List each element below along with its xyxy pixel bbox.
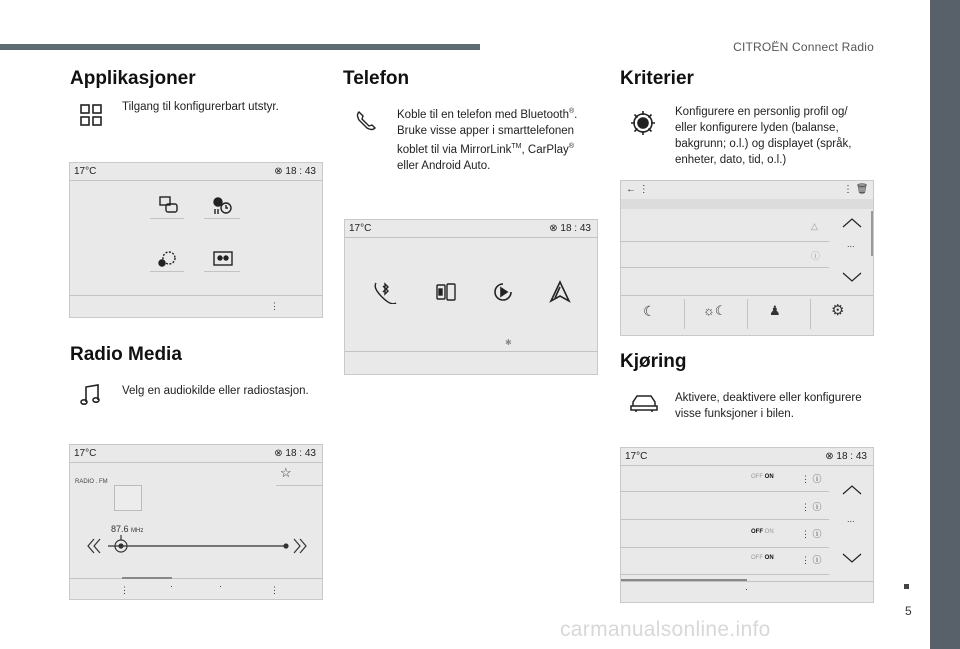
toggle-off[interactable]: OFF ON xyxy=(751,529,774,535)
applikasjoner-title: Applikasjoner xyxy=(70,68,196,89)
day-night-icon[interactable]: ☼☾ xyxy=(703,303,727,318)
music-note-icon xyxy=(80,384,100,406)
row-options-icon[interactable]: ⋮ ⓘ xyxy=(801,474,822,484)
radio-media-title: Radio Media xyxy=(70,344,182,365)
driving-screen xyxy=(620,447,874,603)
kriterier-title: Kriterier xyxy=(620,68,694,89)
scroll-down-icon[interactable] xyxy=(841,552,863,564)
bluetooth-phone-icon[interactable] xyxy=(373,280,397,304)
page-number: 5 xyxy=(905,604,912,618)
station-artwork xyxy=(114,485,142,511)
telefon-description: Koble til en telefon med Bluetooth®. Bruke visse apper i smarttelefonen koblet til via MirrorLink™, CarPlay® eller Android Auto. xyxy=(397,108,578,172)
status-bar xyxy=(345,220,597,236)
scroll-up-icon[interactable] xyxy=(841,484,863,496)
more-options-icon[interactable]: ⋮ xyxy=(270,301,279,311)
apps-settings-icon[interactable] xyxy=(156,248,178,270)
warning-icon: △ xyxy=(811,221,818,231)
radio-screen xyxy=(69,444,323,600)
contacts-icon[interactable] xyxy=(212,249,234,269)
settings-clock-icon[interactable] xyxy=(211,195,233,217)
page-dot: · xyxy=(745,584,748,594)
connected-services-icon[interactable] xyxy=(158,195,180,217)
applications-screen xyxy=(69,162,323,318)
system-settings-icon[interactable]: ⚙ xyxy=(831,302,845,319)
profile-icon[interactable]: ♟ xyxy=(769,303,781,318)
menu-icon[interactable]: ⋮ xyxy=(120,585,129,595)
clock: ⊗ 18 : 43 xyxy=(825,451,867,462)
grid-icon xyxy=(80,104,102,126)
watermark: carmanualsonline.info xyxy=(560,618,771,641)
night-mode-icon[interactable]: ☾ xyxy=(643,303,656,319)
row-options-icon[interactable]: ⋮ ⓘ xyxy=(801,555,822,565)
delete-icon[interactable]: ⋮ 🗑 xyxy=(843,184,869,195)
telefon-title: Telefon xyxy=(343,68,410,89)
android-auto-icon[interactable] xyxy=(548,280,572,304)
settings-gear-icon xyxy=(630,110,656,136)
radio-band: RADIO . FM xyxy=(75,479,108,485)
scrollbar[interactable] xyxy=(871,211,873,256)
scroll-up-icon[interactable] xyxy=(841,217,863,229)
scroll-down-icon[interactable] xyxy=(841,271,863,283)
temperature: 17°C xyxy=(625,451,648,462)
frequency: 87.6 MHz xyxy=(111,524,144,534)
settings-screen xyxy=(620,180,874,336)
clock: ⊗ 18 : 43 xyxy=(274,448,316,459)
toggle-on[interactable]: OFF ON xyxy=(751,555,774,561)
page-side-tab xyxy=(930,0,960,649)
preset-dot[interactable]: · xyxy=(170,581,173,591)
bluetooth-status-icon: ✱ xyxy=(505,338,512,347)
kjoring-description: Aktivere, deaktivere eller konfigurere visse funksjoner i bilen. xyxy=(675,392,862,420)
toggle-on[interactable]: OFF ON xyxy=(751,474,774,480)
status-bar xyxy=(621,448,873,464)
status-bar xyxy=(70,445,322,461)
phone-icon xyxy=(355,110,377,132)
header-strip xyxy=(621,199,873,209)
telephone-screen xyxy=(344,219,598,375)
kriterier-description: Konfigurere en personlig profil og/ eller konfigurere lyden (balanse, bakgrunn; o.l.) og displayet (språk, enheter, dato, tid, o.l.) xyxy=(675,106,852,166)
page-dots: ... xyxy=(847,239,855,249)
more-options-icon[interactable]: ⋮ xyxy=(270,585,279,595)
favorite-star-icon[interactable]: ☆ xyxy=(280,465,292,480)
row-options-icon[interactable]: ⋮ ⓘ xyxy=(801,529,822,539)
brand-label: CITROËN Connect Radio xyxy=(733,40,874,54)
page-marker xyxy=(904,584,909,589)
carplay-icon[interactable] xyxy=(491,280,515,304)
page-dots: ... xyxy=(847,514,855,524)
clock: ⊗ 18 : 43 xyxy=(274,166,316,177)
car-icon xyxy=(630,394,658,412)
preset-dot[interactable]: · xyxy=(219,581,222,591)
row-options-icon[interactable]: ⋮ ⓘ xyxy=(801,502,822,512)
header-rule xyxy=(0,44,480,50)
kjoring-title: Kjøring xyxy=(620,351,687,372)
temperature: 17°C xyxy=(349,223,372,234)
temperature: 17°C xyxy=(74,166,97,177)
applikasjoner-description: Tilgang til konfigurerbart utstyr. xyxy=(122,101,279,113)
temperature: 17°C xyxy=(74,448,97,459)
tab-indicator xyxy=(122,577,172,579)
info-icon: ⓘ xyxy=(811,251,821,261)
frequency-slider[interactable] xyxy=(86,535,308,557)
status-bar xyxy=(70,163,322,179)
clock: ⊗ 18 : 43 xyxy=(549,223,591,234)
radio-media-description: Velg en audiokilde eller radiostasjon. xyxy=(122,385,309,397)
mirror-screen-icon[interactable] xyxy=(434,280,458,304)
back-arrow-icon[interactable]: ← ⋮ xyxy=(626,184,649,195)
